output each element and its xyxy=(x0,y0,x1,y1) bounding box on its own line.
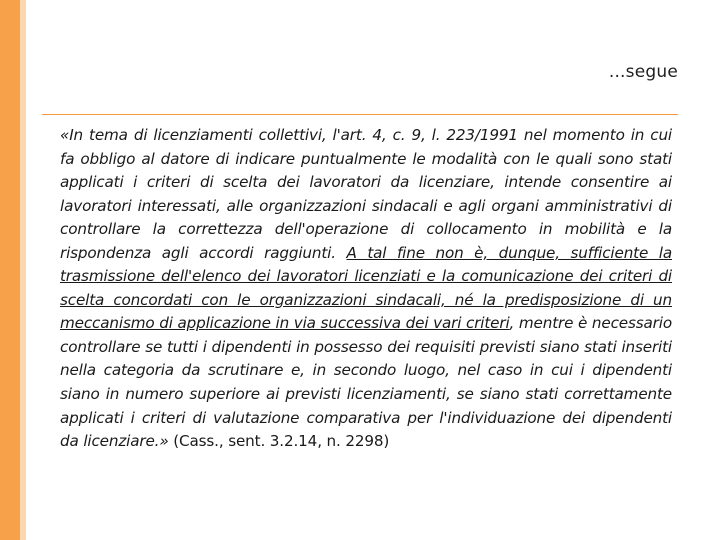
quote-text-part2: , mentre è necessario controllare se tutti i dipendenti in possesso dei requisiti previsti siano stati inseriti nella categoria da scrutinare e, in secondo luogo, nel caso in cui i dipendenti siano in numero superiore ai previsti licenziamenti, se siano stati correttamente applicati i criteri di valutazione comparativa per l'individuazione dei dipendenti da licenziare.» xyxy=(60,314,672,451)
quote-text-part1: «In tema di licenziamenti collettivi, l'art. 4, c. 9, l. 223/1991 nel momento in cui fa obbligo al datore di indicare puntualmente le modalità con le quali sono stati applicati i criteri di scelta dei lavoratori da licenziare, intende consentire ai lavoratori interessati, alle organizzazioni sindacali e agli organi amministrativi di controllare la correttezza dell'operazione di collocamento in mobilità e la rispondenza agli accordi raggiunti. xyxy=(60,126,672,262)
quote-block xyxy=(60,124,672,454)
quote-underlined-text: A tal fine non è, dunque, sufficiente la trasmissione dell'elenco dei lavoratori licenziati e la comunicazione dei criteri di scelta concordati con le organizzazioni sindacali, né la predisposizione di un meccanismo di applicazione in via successiva dei vari criteri xyxy=(60,243,672,333)
title-divider xyxy=(42,114,678,115)
left-accent-bar xyxy=(0,0,20,540)
quote-citation: (Cass., sent. 3.2.14, n. 2298) xyxy=(168,432,390,451)
slide-title: ...segue xyxy=(608,62,678,82)
left-accent-stripe xyxy=(20,0,26,540)
